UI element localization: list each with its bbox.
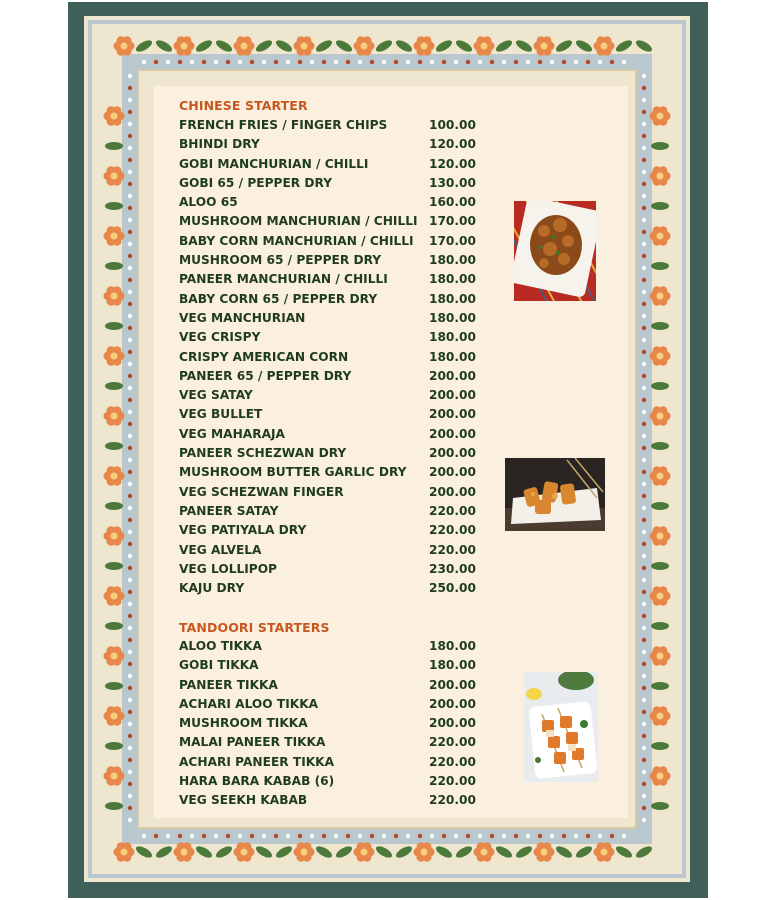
menu-item-name: VEG BULLET: [179, 407, 263, 422]
menu-item-row: [179, 716, 479, 735]
menu-item-name: MUSHROOM TIKKA: [179, 716, 308, 731]
food-photo-icon: [524, 672, 598, 782]
menu-item-name: MUSHROOM 65 / PEPPER DRY: [179, 253, 382, 268]
section-title-chinese-starter: CHINESE STARTER: [179, 98, 308, 113]
menu-item-row: [179, 157, 479, 176]
menu-item-row: [179, 774, 479, 793]
menu-item-price: 200.00: [428, 426, 476, 441]
menu-item-row: [179, 407, 479, 426]
menu-item-name: PANEER MANCHURIAN / CHILLI: [179, 272, 388, 287]
menu-item-price: 200.00: [428, 696, 476, 711]
menu-item-row: [179, 176, 479, 195]
menu-item-price: 220.00: [428, 503, 476, 518]
menu-item-row: [179, 330, 479, 349]
menu-item-row: [179, 543, 479, 562]
menu-item-row: [179, 793, 479, 812]
menu-item-row: [179, 639, 479, 658]
chilli-mushroom-dish-photo: [514, 201, 596, 301]
menu-item-row: [179, 446, 479, 465]
menu-item-row: [179, 465, 479, 484]
menu-item-row: [179, 697, 479, 716]
paneer-tikka-skewers-photo: [524, 672, 598, 782]
menu-item-name: BABY CORN 65 / PEPPER DRY: [179, 291, 378, 306]
menu-item-price: 200.00: [428, 484, 476, 499]
menu-item-name: ACHARI PANEER TIKKA: [179, 754, 335, 769]
menu-item-name: KAJU DRY: [179, 581, 245, 596]
menu-item-price: 220.00: [428, 774, 476, 789]
menu-item-price: 200.00: [428, 716, 476, 731]
section-title-tandoori-starters: TANDOORI STARTERS: [179, 620, 330, 635]
menu-item-name: MALAI PANEER TIKKA: [179, 735, 326, 750]
menu-item-row: [179, 485, 479, 504]
menu-item-row: [179, 427, 479, 446]
menu-item-name: FRENCH FRIES / FINGER CHIPS: [179, 118, 388, 132]
menu-item-price: 250.00: [428, 581, 476, 596]
menu-item-price: 220.00: [428, 542, 476, 557]
menu-item-row: [179, 735, 479, 754]
menu-item-price: 230.00: [428, 561, 476, 576]
menu-item-row: [179, 369, 479, 388]
tandoori-starters-list: [179, 639, 479, 813]
menu-item-name: BHINDI DRY: [179, 137, 260, 152]
menu-item-price: 180.00: [428, 330, 476, 345]
menu-item-name: VEG MANCHURIAN: [179, 310, 306, 325]
menu-item-name: GOBI TIKKA: [179, 658, 259, 673]
menu-item-price: 170.00: [428, 214, 476, 229]
menu-item-name: VEG ALVELA: [179, 542, 262, 557]
menu-item-price: 200.00: [428, 677, 476, 692]
menu-item-price: 170.00: [428, 233, 476, 248]
menu-item-price: 180.00: [428, 310, 476, 325]
menu-item-name: VEG SATAY: [179, 388, 253, 403]
menu-item-price: 200.00: [428, 388, 476, 403]
menu-item-price: 200.00: [428, 446, 476, 461]
menu-item-name: VEG CRISPY: [179, 330, 261, 345]
menu-item-name: PANEER 65 / PEPPER DRY: [179, 368, 352, 383]
menu-item-row: [179, 562, 479, 581]
menu-item-price: 220.00: [428, 523, 476, 538]
menu-item-price: 120.00: [428, 156, 476, 171]
menu-item-row: [179, 137, 479, 156]
menu-item-name: MUSHROOM MANCHURIAN / CHILLI: [179, 214, 418, 229]
menu-item-name: MUSHROOM BUTTER GARLIC DRY: [179, 465, 407, 480]
menu-item-name: ALOO 65: [179, 195, 238, 210]
menu-item-price: 220.00: [428, 735, 476, 750]
food-photo-icon: [514, 201, 596, 301]
menu-item-name: VEG MAHARAJA: [179, 426, 285, 441]
chinese-starter-list: [179, 118, 479, 600]
menu-item-price: 160.00: [428, 195, 476, 210]
food-photo-icon: [505, 458, 605, 531]
menu-item-row: [179, 195, 479, 214]
menu-item-row: [179, 118, 479, 137]
menu-item-row: [179, 504, 479, 523]
menu-item-name: HARA BARA KABAB (6): [179, 774, 335, 789]
menu-item-price: 200.00: [428, 465, 476, 480]
menu-item-price: 180.00: [428, 272, 476, 287]
menu-item-price: 180.00: [428, 291, 476, 306]
menu-item-name: VEG SCHEZWAN FINGER: [179, 484, 344, 499]
menu-item-row: [179, 388, 479, 407]
menu-item-name: PANEER SCHEZWAN DRY: [179, 446, 347, 461]
menu-item-name: GOBI 65 / PEPPER DRY: [179, 175, 333, 190]
menu-item-price: 100.00: [428, 118, 476, 132]
paneer-satay-photo: [505, 458, 605, 531]
menu-item-name: ALOO TIKKA: [179, 639, 262, 653]
menu-item-price: 130.00: [428, 175, 476, 190]
menu-item-price: 220.00: [428, 754, 476, 769]
menu-item-name: PANEER SATAY: [179, 503, 279, 518]
menu-item-row: [179, 253, 479, 272]
menu-item-price: 120.00: [428, 137, 476, 152]
menu-item-name: CRISPY AMERICAN CORN: [179, 349, 349, 364]
menu-item-row: [179, 234, 479, 253]
menu-item-price: 200.00: [428, 368, 476, 383]
menu-item-row: [179, 658, 479, 677]
menu-item-name: PANEER TIKKA: [179, 677, 278, 692]
menu-item-row: [179, 292, 479, 311]
menu-item-row: [179, 678, 479, 697]
menu-item-row: [179, 272, 479, 291]
menu-item-name: VEG SEEKH KABAB: [179, 793, 308, 808]
menu-item-row: [179, 311, 479, 330]
menu-item-price: 180.00: [428, 349, 476, 364]
menu-item-row: [179, 214, 479, 233]
menu-item-row: [179, 581, 479, 600]
menu-item-name: VEG PATIYALA DRY: [179, 523, 307, 538]
menu-item-name: VEG LOLLIPOP: [179, 561, 277, 576]
menu-item-row: [179, 523, 479, 542]
menu-item-price: 180.00: [428, 639, 476, 653]
menu-item-name: BABY CORN MANCHURIAN / CHILLI: [179, 233, 414, 248]
menu-item-name: ACHARI ALOO TIKKA: [179, 696, 319, 711]
menu-item-price: 220.00: [428, 793, 476, 808]
menu-item-name: GOBI MANCHURIAN / CHILLI: [179, 156, 369, 171]
menu-item-row: [179, 350, 479, 369]
menu-item-price: 180.00: [428, 253, 476, 268]
menu-item-price: 180.00: [428, 658, 476, 673]
menu-item-row: [179, 755, 479, 774]
menu-item-price: 200.00: [428, 407, 476, 422]
